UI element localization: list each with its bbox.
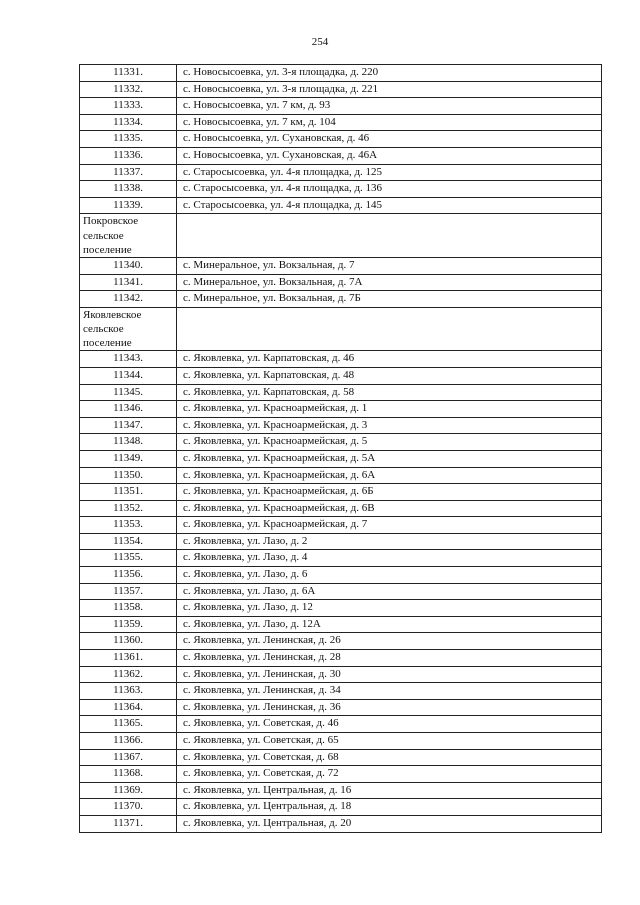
row-address: с. Яковлевка, ул. Лазо, д. 2 (177, 533, 602, 550)
table-row (80, 517, 602, 534)
row-number: 11331. (80, 65, 177, 82)
table-row (80, 782, 602, 799)
row-number: 11355. (80, 550, 177, 567)
table-row (80, 197, 602, 214)
table-row (80, 683, 602, 700)
row-number: 11366. (80, 733, 177, 750)
row-address: с. Яковлевка, ул. Советская, д. 72 (177, 766, 602, 783)
row-number: 11344. (80, 367, 177, 384)
row-address: с. Яковлевка, ул. Лазо, д. 12А (177, 616, 602, 633)
table-row (80, 766, 602, 783)
table-row (80, 500, 602, 517)
table-row (80, 98, 602, 115)
table-row (80, 633, 602, 650)
row-address: с. Яковлевка, ул. Советская, д. 46 (177, 716, 602, 733)
row-address: с. Яковлевка, ул. Красноармейская, д. 6В (177, 500, 602, 517)
section-header-row (80, 307, 602, 351)
table-row (80, 147, 602, 164)
section-label-line: сельское (83, 229, 124, 242)
table-row (80, 699, 602, 716)
table-row (80, 799, 602, 816)
row-address: с. Новосысоевка, ул. 3-я площадка, д. 221 (177, 81, 602, 98)
row-number: 11369. (80, 782, 177, 799)
row-number: 11370. (80, 799, 177, 816)
row-address: с. Яковлевка, ул. Ленинская, д. 30 (177, 666, 602, 683)
table-row (80, 257, 602, 274)
row-number: 11351. (80, 484, 177, 501)
table-row (80, 716, 602, 733)
row-number: 11367. (80, 749, 177, 766)
row-address: с. Старосысоевка, ул. 4-я площадка, д. 145 (177, 197, 602, 214)
row-address: с. Яковлевка, ул. Ленинская, д. 34 (177, 683, 602, 700)
table-row (80, 666, 602, 683)
row-number: 11360. (80, 633, 177, 650)
table-row (80, 81, 602, 98)
table-row (80, 291, 602, 308)
row-address: с. Яковлевка, ул. Красноармейская, д. 7 (177, 517, 602, 534)
row-address: с. Яковлевка, ул. Красноармейская, д. 1 (177, 401, 602, 418)
row-number: 11368. (80, 766, 177, 783)
row-number: 11341. (80, 274, 177, 291)
table-row (80, 600, 602, 617)
row-number: 11334. (80, 114, 177, 131)
table-row (80, 484, 602, 501)
row-address: с. Яковлевка, ул. Лазо, д. 12 (177, 600, 602, 617)
row-address: с. Яковлевка, ул. Лазо, д. 6А (177, 583, 602, 600)
address-table-body (80, 65, 602, 833)
table-row (80, 401, 602, 418)
row-number: 11365. (80, 716, 177, 733)
table-row (80, 550, 602, 567)
row-address: с. Яковлевка, ул. Красноармейская, д. 6Б (177, 484, 602, 501)
table-row (80, 733, 602, 750)
row-address: с. Яковлевка, ул. Центральная, д. 18 (177, 799, 602, 816)
row-address: с. Минеральное, ул. Вокзальная, д. 7 (177, 257, 602, 274)
table-row (80, 749, 602, 766)
row-address: с. Новосысоевка, ул. 7 км, д. 93 (177, 98, 602, 115)
row-number: 11332. (80, 81, 177, 98)
row-address: с. Новосысоевка, ул. 3-я площадка, д. 220 (177, 65, 602, 82)
table-row (80, 434, 602, 451)
address-table (79, 64, 602, 833)
table-row (80, 164, 602, 181)
table-row (80, 274, 602, 291)
row-number: 11354. (80, 533, 177, 550)
row-number: 11338. (80, 181, 177, 198)
page-number: 254 (311, 36, 329, 48)
row-number: 11364. (80, 699, 177, 716)
table-row (80, 815, 602, 832)
row-number: 11371. (80, 815, 177, 832)
row-number: 11349. (80, 450, 177, 467)
row-address: с. Яковлевка, ул. Советская, д. 68 (177, 749, 602, 766)
table-row (80, 616, 602, 633)
section-empty-cell (177, 214, 602, 258)
section-label-line: сельское (83, 322, 124, 335)
table-row (80, 583, 602, 600)
row-address: с. Минеральное, ул. Вокзальная, д. 7А (177, 274, 602, 291)
table-row (80, 650, 602, 667)
section-label-line: поселение (83, 337, 132, 350)
row-number: 11346. (80, 401, 177, 418)
section-label (80, 307, 177, 351)
section-label-line: Яковлевское (83, 308, 142, 321)
row-number: 11358. (80, 600, 177, 617)
table-row (80, 131, 602, 148)
row-address: с. Яковлевка, ул. Красноармейская, д. 5А (177, 450, 602, 467)
row-address: с. Яковлевка, ул. Карпатовская, д. 58 (177, 384, 602, 401)
row-address: с. Яковлевка, ул. Ленинская, д. 26 (177, 633, 602, 650)
row-address: с. Яковлевка, ул. Красноармейская, д. 6А (177, 467, 602, 484)
section-label-line: поселение (83, 243, 132, 256)
row-address: с. Минеральное, ул. Вокзальная, д. 7Б (177, 291, 602, 308)
row-address: с. Яковлевка, ул. Центральная, д. 20 (177, 815, 602, 832)
row-number: 11353. (80, 517, 177, 534)
section-header-row (80, 214, 602, 258)
table-row (80, 181, 602, 198)
table-row (80, 351, 602, 368)
row-number: 11339. (80, 197, 177, 214)
row-number: 11363. (80, 683, 177, 700)
table-row (80, 417, 602, 434)
row-address: с. Яковлевка, ул. Ленинская, д. 28 (177, 650, 602, 667)
table-row (80, 114, 602, 131)
row-address: с. Новосысоевка, ул. 7 км, д. 104 (177, 114, 602, 131)
row-address: с. Старосысоевка, ул. 4-я площадка, д. 136 (177, 181, 602, 198)
row-number: 11350. (80, 467, 177, 484)
row-number: 11361. (80, 650, 177, 667)
row-number: 11356. (80, 567, 177, 584)
row-address: с. Новосысоевка, ул. Сухановская, д. 46 (177, 131, 602, 148)
row-address: с. Старосысоевка, ул. 4-я площадка, д. 125 (177, 164, 602, 181)
table-row (80, 65, 602, 82)
row-address: с. Яковлевка, ул. Красноармейская, д. 3 (177, 417, 602, 434)
row-number: 11340. (80, 257, 177, 274)
table-row (80, 367, 602, 384)
row-number: 11352. (80, 500, 177, 517)
row-number: 11333. (80, 98, 177, 115)
row-number: 11337. (80, 164, 177, 181)
row-number: 11362. (80, 666, 177, 683)
row-address: с. Яковлевка, ул. Лазо, д. 6 (177, 567, 602, 584)
row-number: 11342. (80, 291, 177, 308)
table-row (80, 467, 602, 484)
row-address: с. Яковлевка, ул. Лазо, д. 4 (177, 550, 602, 567)
table-row (80, 567, 602, 584)
row-address: с. Яковлевка, ул. Карпатовская, д. 48 (177, 367, 602, 384)
section-label-line: Покровское (83, 215, 139, 228)
row-address: с. Яковлевка, ул. Центральная, д. 16 (177, 782, 602, 799)
row-address: с. Яковлевка, ул. Карпатовская, д. 46 (177, 351, 602, 368)
row-number: 11336. (80, 147, 177, 164)
row-address: с. Яковлевка, ул. Ленинская, д. 36 (177, 699, 602, 716)
table-row (80, 450, 602, 467)
row-address: с. Новосысоевка, ул. Сухановская, д. 46А (177, 147, 602, 164)
row-number: 11343. (80, 351, 177, 368)
row-number: 11359. (80, 616, 177, 633)
section-label (80, 214, 177, 258)
row-address: с. Яковлевка, ул. Советская, д. 65 (177, 733, 602, 750)
row-address: с. Яковлевка, ул. Красноармейская, д. 5 (177, 434, 602, 451)
table-row (80, 533, 602, 550)
row-number: 11335. (80, 131, 177, 148)
row-number: 11345. (80, 384, 177, 401)
row-number: 11348. (80, 434, 177, 451)
section-empty-cell (177, 307, 602, 351)
row-number: 11347. (80, 417, 177, 434)
table-row (80, 384, 602, 401)
row-number: 11357. (80, 583, 177, 600)
